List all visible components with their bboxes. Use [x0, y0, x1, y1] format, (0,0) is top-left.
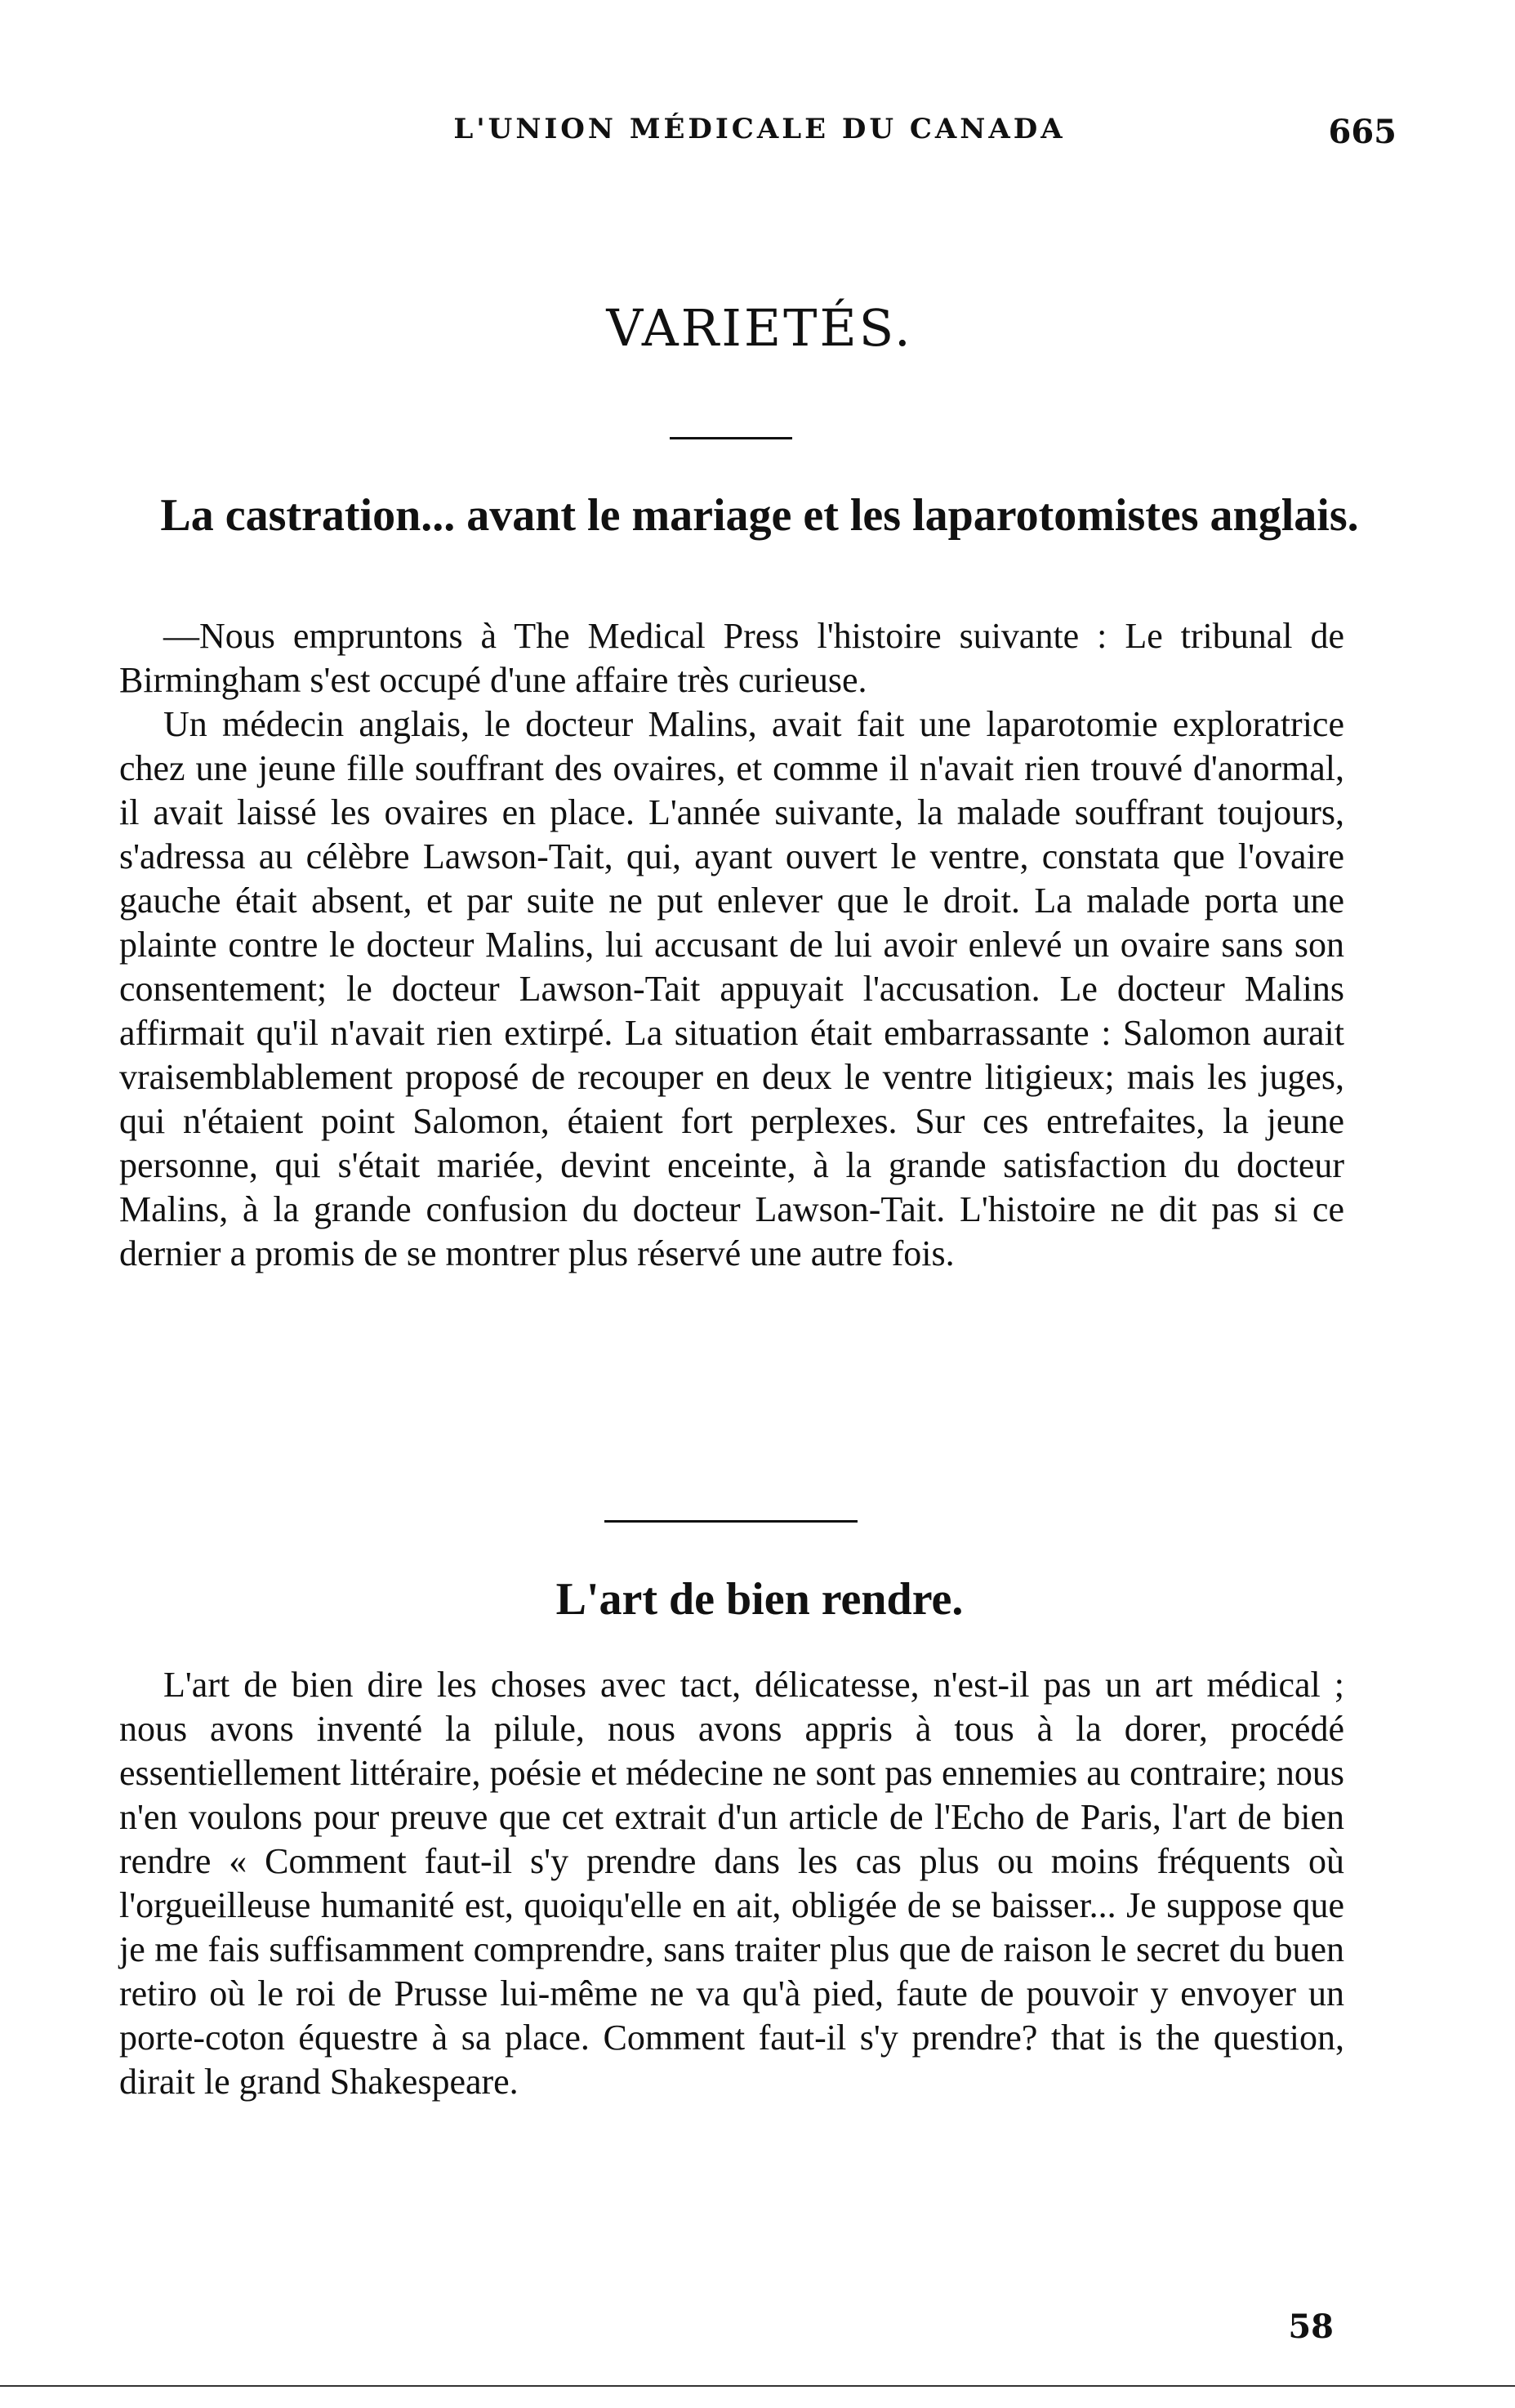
journal-title: L'UNION MÉDICALE DU CANADA: [453, 113, 1066, 145]
article-body-castration: [119, 614, 1344, 1276]
paragraph: L'art de bien dire les choses avec tact, délicatesse, n'est-il pas un art médical ; nous avons inventé la pilule, nous avons appris à tous à la dorer, procédé essentiellement littéraire, poésie et médecine ne sont pas ennemies au contraire; nous n'en voulons pour preuve que cet extrait d'un article de l'Echo de Paris, l'art de bien rendre « Comment faut-il s'y prendre dans les cas plus ou moins fréquents où l'orgueilleuse humanité est, quoiqu'elle en ait, obligée de se baisser... Je suppose que je me fais suffisamment comprendre, sans traiter plus que de raison le secret du buen retiro où le roi de Prusse lui-même ne va qu'à pied, faute de pouvoir y envoyer un porte-coton équestre à sa place. Comment faut-il s'y prendre? that is the question, dirait le grand Shakespeare.: [119, 1665, 1344, 2102]
page-edge-line: [0, 2385, 1515, 2387]
section-divider: [670, 437, 792, 439]
signature-mark: 58: [1288, 2308, 1334, 2346]
article-divider: [604, 1520, 858, 1523]
running-header: [123, 113, 1397, 162]
article-title-art-de-bien-rendre: L'art de bien rendre.: [555, 1574, 964, 1625]
paragraph: —Nous empruntons à The Medical Press l'histoire suivante : Le tribunal de Birmingham s'est occupé d'une affaire très curieuse.: [119, 616, 1344, 700]
section-title: VARIETÉS.: [606, 298, 913, 358]
page-number: 665: [1328, 113, 1397, 151]
article-body-art-de-bien-rendre: [119, 1663, 1344, 2104]
article-title-castration: La castration... avant le mariage et les laparotomistes anglais.: [160, 490, 1359, 541]
paragraph: Un médecin anglais, le docteur Malins, avait fait une laparotomie exploratrice chez une jeune fille souffrant des ovaires, et comme il n'avait rien trouvé d'anormal, il avait laissé les ovaires en place. L'année suivante, la malade souffrant toujours, s'adressa au célèbre Lawson-Tait, qui, ayant ouvert le ventre, constata que l'ovaire gauche était absent, et par suite ne put enlever que le droit. La malade porta une plainte contre le docteur Malins, lui accusant de lui avoir enlevé un ovaire sans son consentement; le docteur Lawson-Tait appuyait l'accusation. Le docteur Malins affirmait qu'il n'avait rien extirpé. La situation était embarrassante : Salomon aurait vraisemblablement proposé de recouper en deux le ventre litigieux; mais les juges, qui n'étaient point Salomon, étaient fort perplexes. Sur ces entrefaites, la jeune personne, qui s'était mariée, devint enceinte, à la grande satisfaction du docteur Malins, à la grande confusion du docteur Lawson-Tait. L'histoire ne dit pas si ce dernier a promis de se montrer plus réservé une autre fois.: [119, 704, 1344, 1273]
